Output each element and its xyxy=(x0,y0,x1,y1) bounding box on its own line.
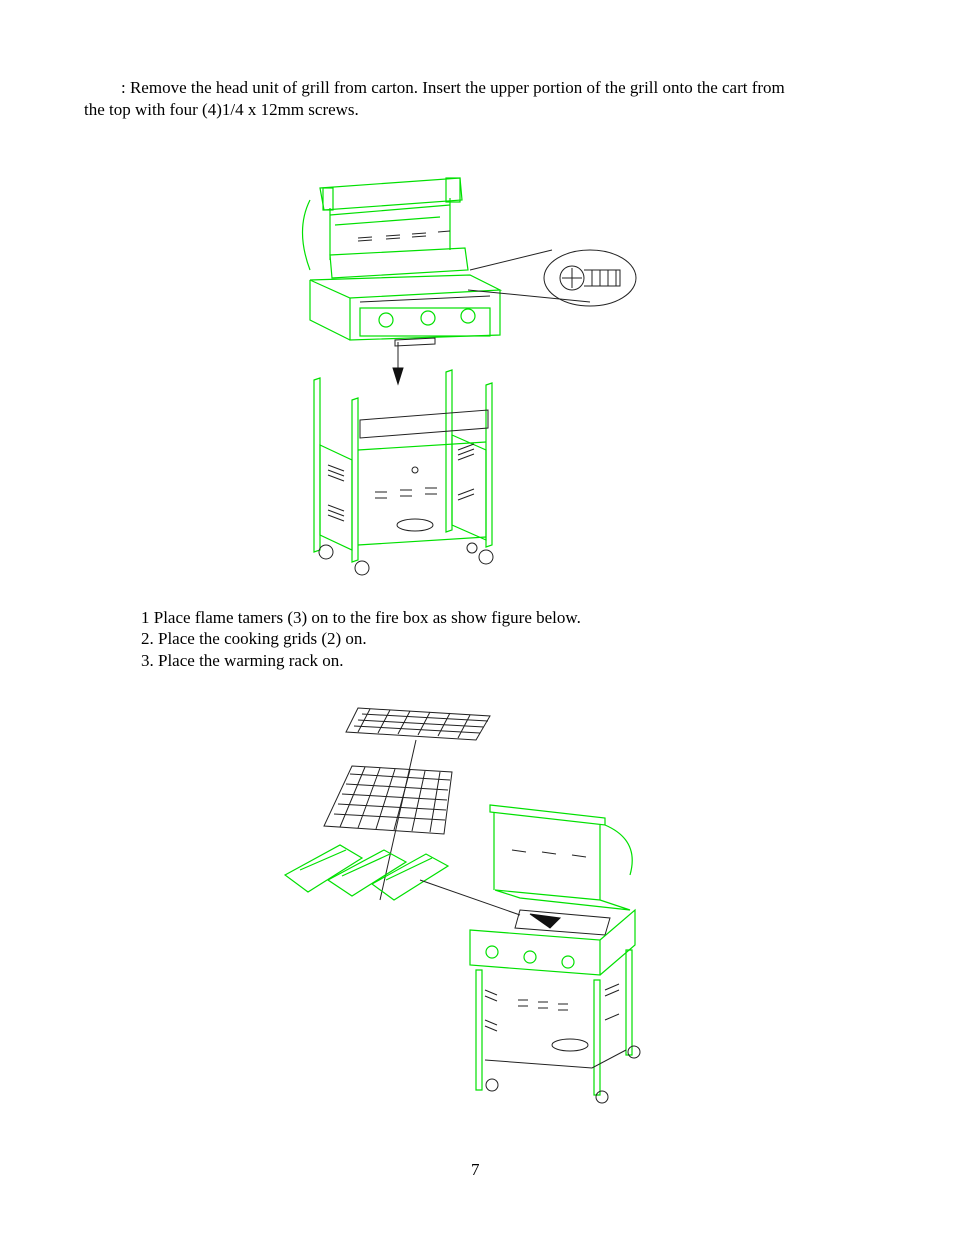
grill-lid-illustration xyxy=(303,178,463,270)
head-unit-cart-assembly-illustration xyxy=(290,170,640,585)
screw-callout-illustration xyxy=(468,250,636,306)
step1-instruction-line1: : Remove the head unit of grill from carton. Insert the upper portion of the grill onto the cart from xyxy=(121,78,785,97)
flame-tamers-illustration xyxy=(285,845,448,900)
step2-item-3: 3. Place the warming rack on. xyxy=(141,651,344,670)
cooking-grids-illustration xyxy=(324,766,452,834)
grill-head-body-illustration xyxy=(310,248,500,346)
step2-item-2: 2. Place the cooking grids (2) on. xyxy=(141,629,367,648)
warming-rack-illustration xyxy=(346,708,490,740)
step1-instruction-line2: the top with four (4)1/4 x 12mm screws. xyxy=(84,100,359,119)
page-number: 7 xyxy=(471,1160,480,1179)
down-arrow-icon xyxy=(393,342,403,384)
grids-flame-tamers-illustration xyxy=(280,700,650,1110)
step2-item-1: 1 Place flame tamers (3) on to the fire box as show figure below. xyxy=(141,608,581,627)
lid-vents-illustration xyxy=(358,231,450,241)
assembled-grill-illustration xyxy=(470,805,640,1103)
grill-cart-illustration xyxy=(314,370,493,575)
